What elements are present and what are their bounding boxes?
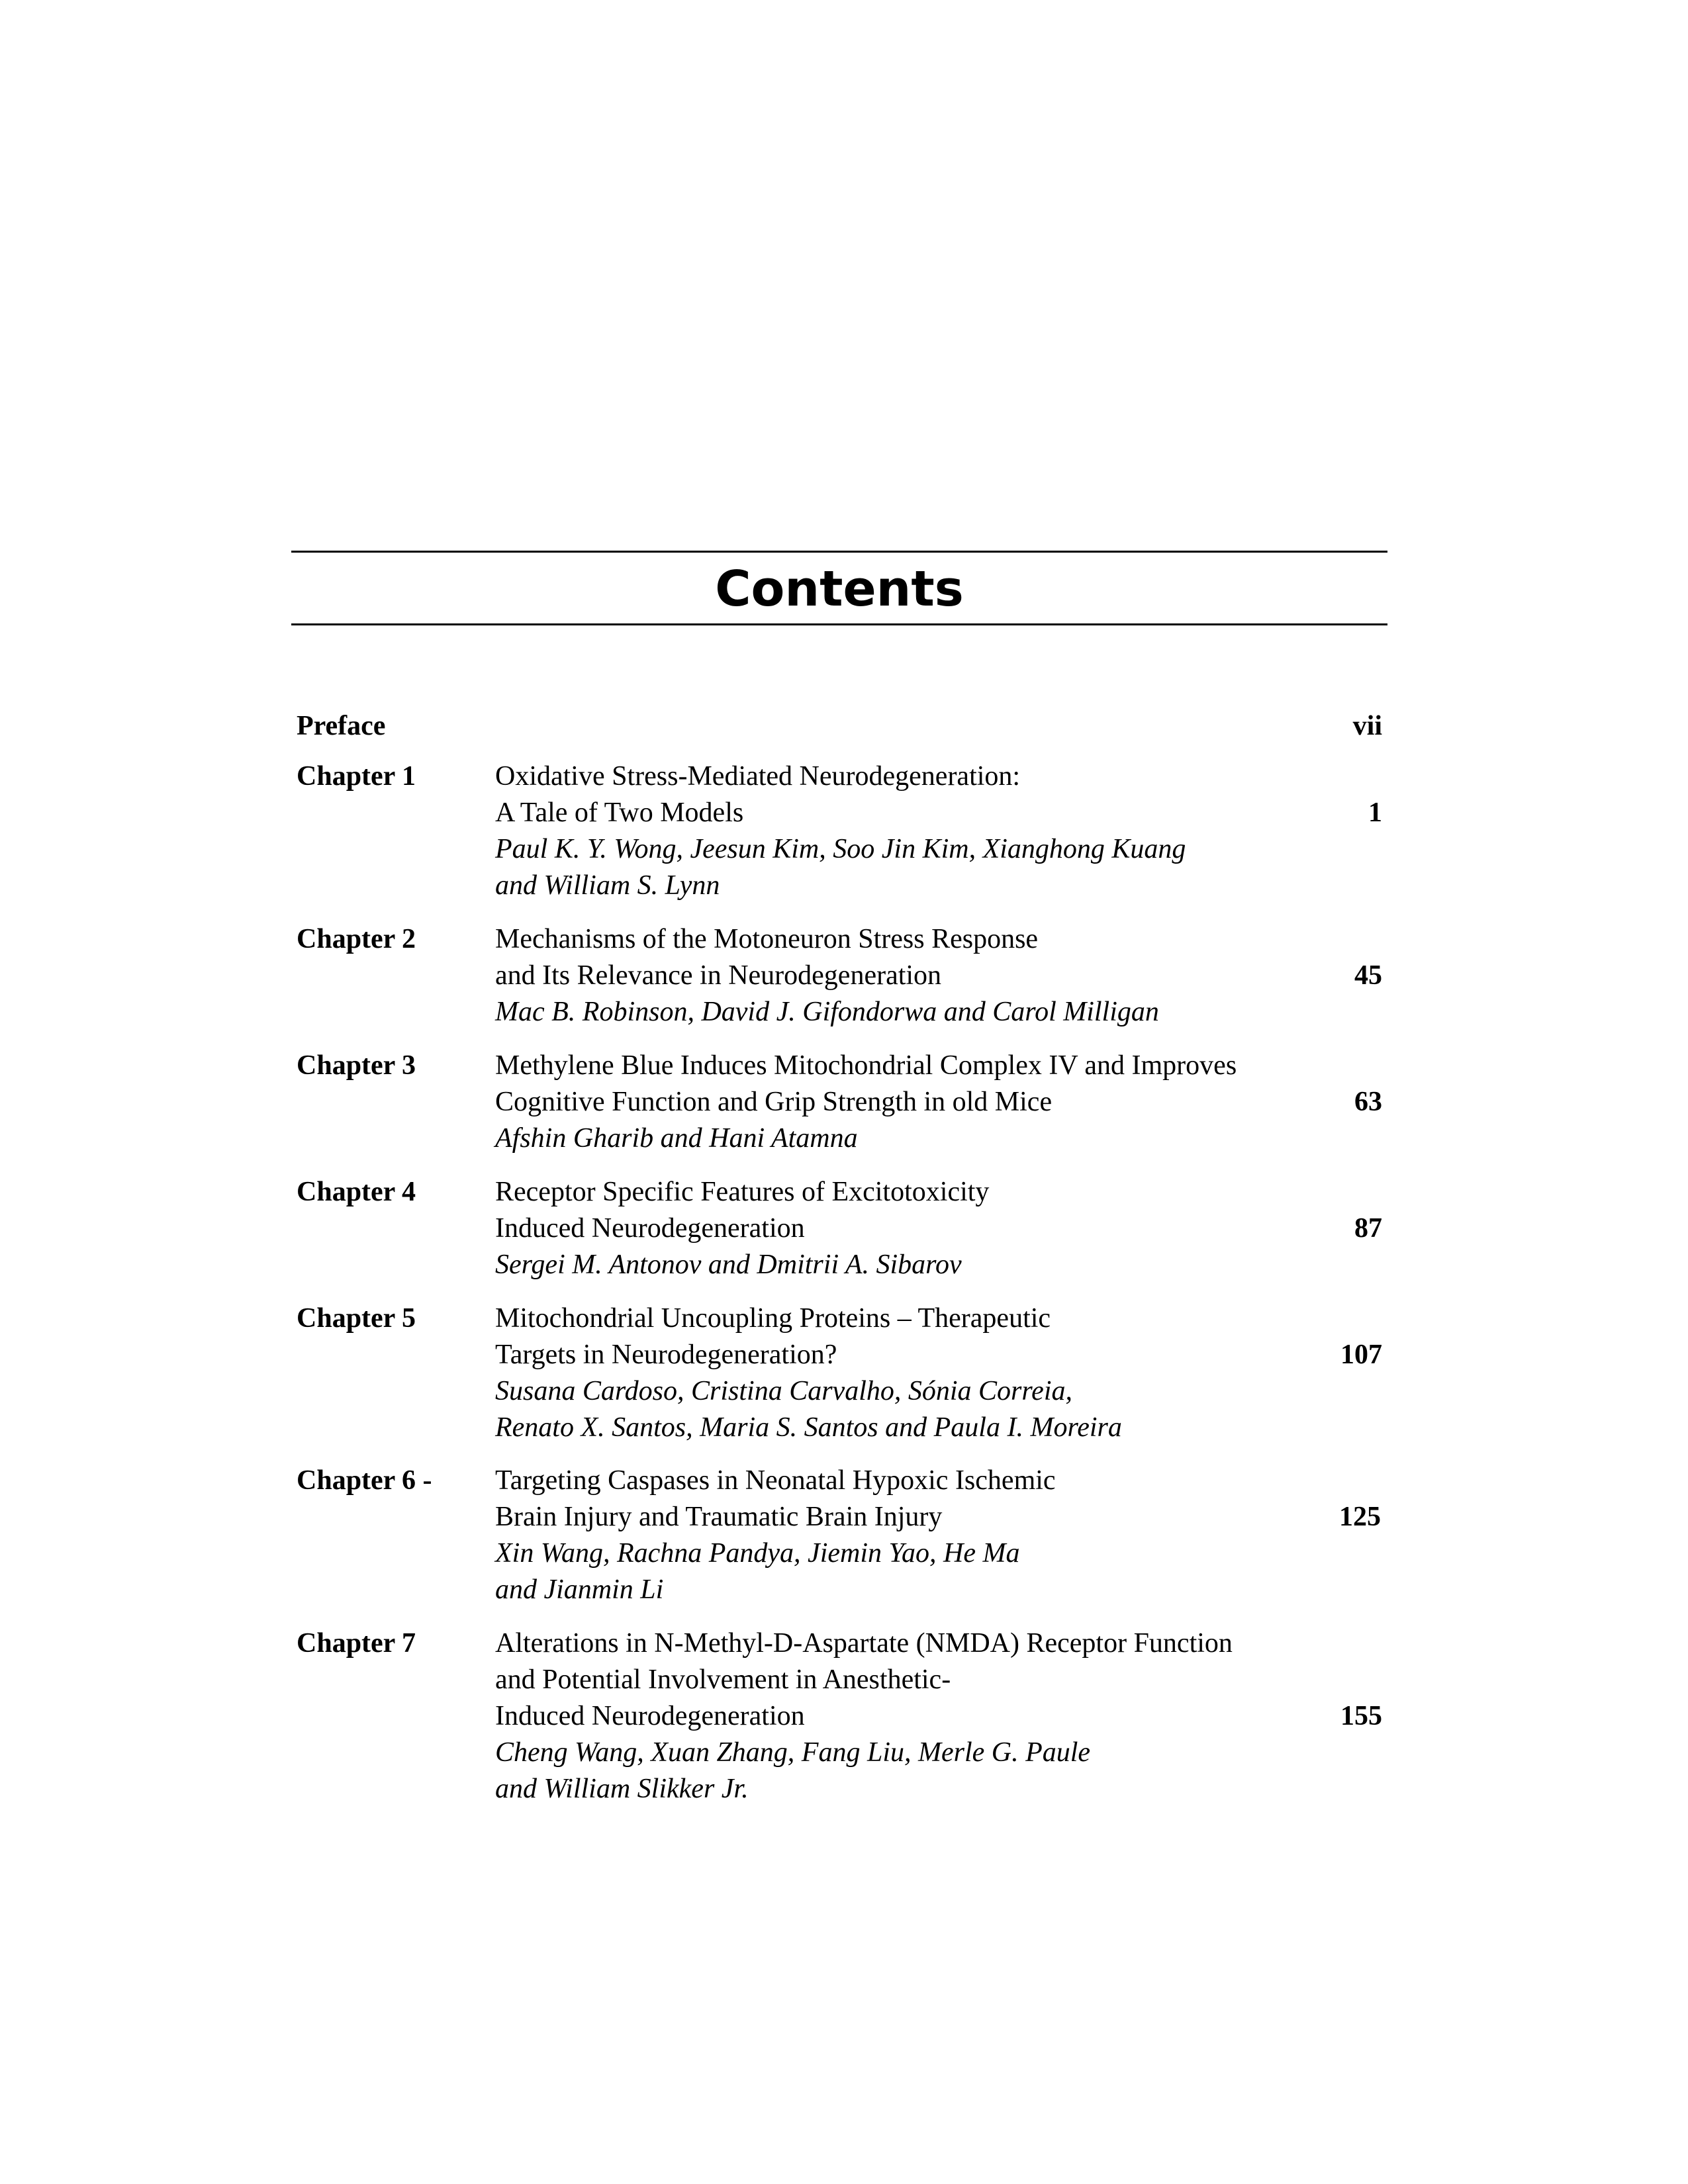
chapter-title-line: Methylene Blue Induces Mitochondrial Complex IV and Improves — [495, 1050, 1237, 1081]
chapter-label: Chapter 1 — [297, 761, 416, 792]
chapter-authors-line: Cheng Wang, Xuan Zhang, Fang Liu, Merle G. Paule — [495, 1737, 1091, 1768]
chapter-authors-line: and Jianmin Li — [495, 1574, 664, 1605]
chapter-body — [495, 921, 1289, 1030]
page-number: 125 — [1339, 1502, 1381, 1532]
page-number: 63 — [1354, 1087, 1382, 1117]
chapter-title-line: Cognitive Function and Grip Strength in old Mice — [495, 1087, 1053, 1117]
chapter-title-line: Targeting Caspases in Neonatal Hypoxic Ischemic — [495, 1465, 1056, 1496]
chapter-label: Chapter 2 — [297, 924, 416, 954]
chapter-authors-line: Paul K. Y. Wong, Jeesun Kim, Soo Jin Kim, Xianghong Kuang — [495, 834, 1186, 864]
chapter-title-line: and Its Relevance in Neurodegeneration — [495, 960, 942, 991]
chapter-title-line: Receptor Specific Features of Excitotoxicity — [495, 1177, 990, 1207]
chapter-body — [495, 758, 1289, 904]
chapter-title-line: and Potential Involvement in Anesthetic- — [495, 1664, 951, 1695]
chapter-title-line: Induced Neurodegeneration — [495, 1213, 805, 1244]
chapter-authors-line: Afshin Gharib and Hani Atamna — [495, 1123, 858, 1154]
chapter-label: Chapter 5 — [297, 1303, 416, 1334]
page-number: 45 — [1354, 960, 1382, 991]
chapter-title-line: Targets in Neurodegeneration? — [495, 1340, 837, 1370]
chapter-title-line: Oxidative Stress-Mediated Neurodegeneration: — [495, 761, 1021, 792]
chapter-authors-line: and William S. Lynn — [495, 870, 720, 901]
chapter-body — [495, 1625, 1289, 1807]
title-rule-top — [291, 551, 1387, 553]
chapter-body — [495, 1048, 1289, 1157]
page-number: vii — [1352, 711, 1382, 741]
page-number: 155 — [1340, 1701, 1382, 1731]
chapter-label: Chapter 6 - — [297, 1465, 432, 1496]
chapter-title-line: Alterations in N-Methyl-D-Aspartate (NMDA) Receptor Function — [495, 1628, 1233, 1659]
chapter-title-line: Mitochondrial Uncoupling Proteins – Therapeutic — [495, 1303, 1051, 1334]
chapter-title-line: Brain Injury and Traumatic Brain Injury — [495, 1502, 943, 1532]
entry-label: Preface — [297, 711, 386, 741]
chapter-label: Chapter 3 — [297, 1050, 416, 1081]
chapter-title-line: A Tale of Two Models — [495, 797, 744, 828]
chapter-label: Chapter 7 — [297, 1628, 416, 1659]
title-rule-bottom — [291, 623, 1387, 625]
chapter-title-line: Mechanisms of the Motoneuron Stress Response — [495, 924, 1039, 954]
chapter-authors-line: Mac B. Robinson, David J. Gifondorwa and Carol Milligan — [495, 997, 1159, 1027]
chapter-authors-line: Susana Cardoso, Cristina Carvalho, Sónia Correia, — [495, 1376, 1072, 1406]
page-number: 87 — [1354, 1213, 1382, 1244]
chapter-body — [495, 1300, 1289, 1446]
chapter-authors-line: Renato X. Santos, Maria S. Santos and Paula I. Moreira — [495, 1412, 1122, 1443]
page-number: 1 — [1368, 797, 1382, 828]
page-title: Contents — [715, 561, 964, 617]
chapter-title-line: Induced Neurodegeneration — [495, 1701, 805, 1731]
page-number: 107 — [1340, 1340, 1382, 1370]
chapter-authors-line: Sergei M. Antonov and Dmitrii A. Sibarov — [495, 1250, 962, 1280]
chapter-authors-line: and William Slikker Jr. — [495, 1774, 749, 1804]
chapter-authors-line: Xin Wang, Rachna Pandya, Jiemin Yao, He Ma — [495, 1538, 1020, 1569]
chapter-label: Chapter 4 — [297, 1177, 416, 1207]
chapter-body — [495, 1463, 1289, 1608]
chapter-body — [495, 1174, 1289, 1283]
